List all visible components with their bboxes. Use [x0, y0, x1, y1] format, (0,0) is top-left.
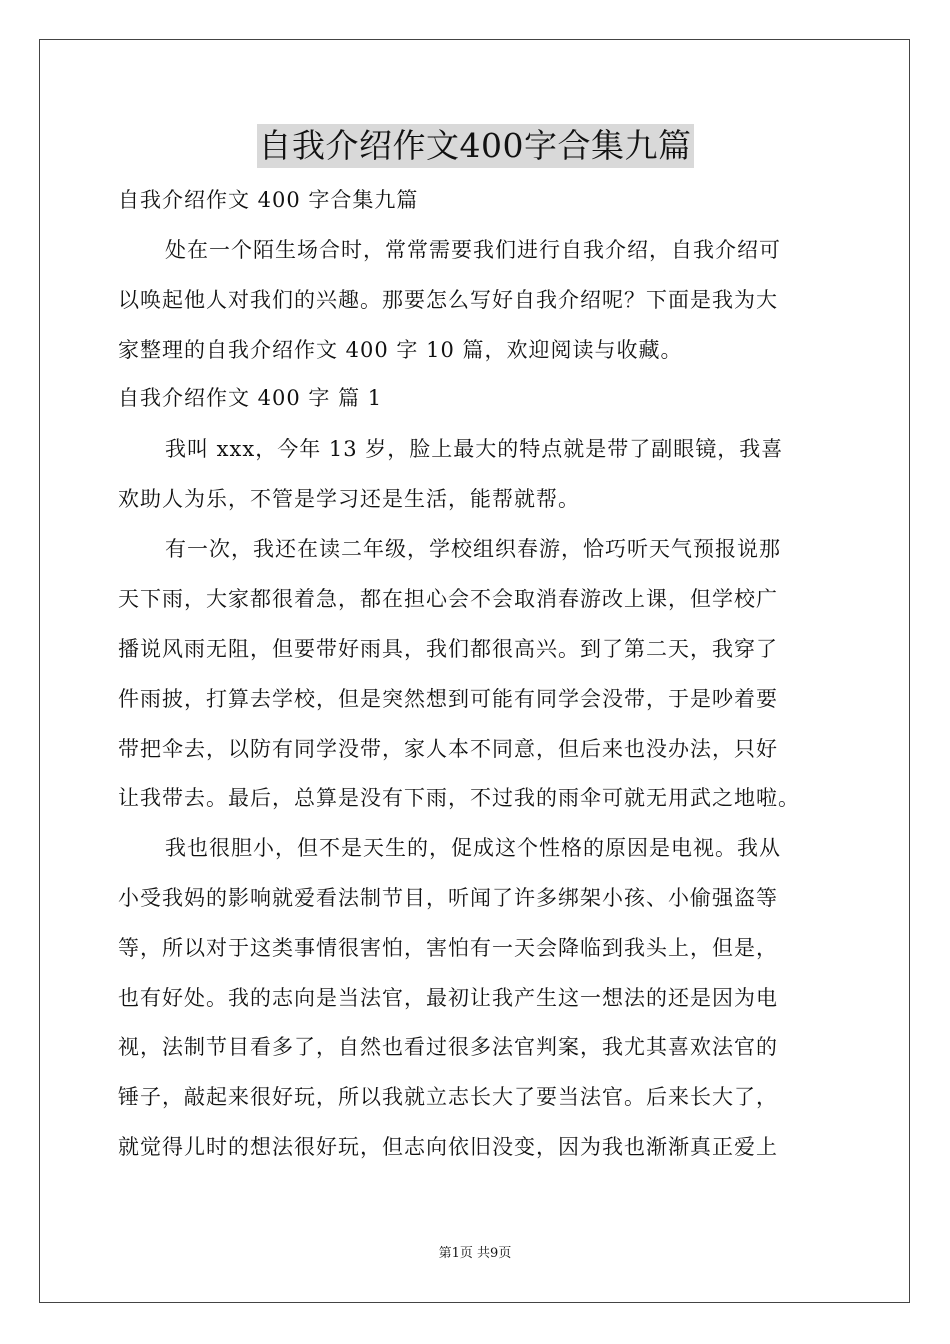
- page-number-footer: 第1页 共9页: [438, 1246, 512, 1261]
- paragraph-line: 件雨披，打算去学校，但是突然想到可能有同学会没带，于是吵着要: [118, 687, 778, 711]
- subtitle-line: 自我介绍作文 400 字合集九篇: [118, 188, 419, 212]
- page-border: [39, 39, 910, 1303]
- paragraph-line: 也有好处。我的志向是当法官，最初让我产生这一想法的还是因为电: [118, 986, 778, 1010]
- paragraph-line: 我叫 xxx，今年 13 岁，脸上最大的特点就是带了副眼镜，我喜: [165, 437, 784, 461]
- paragraph-line: 小受我妈的影响就爱看法制节目，听闻了许多绑架小孩、小偷强盗等: [118, 886, 778, 910]
- title-container: [0, 124, 950, 168]
- paragraph-line: 带把伞去，以防有同学没带，家人本不同意，但后来也没办法，只好: [118, 737, 778, 761]
- paragraph-line: 就觉得儿时的想法很好玩，但志向依旧没变，因为我也渐渐真正爱上: [118, 1135, 778, 1159]
- paragraph-line: 等，所以对于这类事情很害怕，害怕有一天会降临到我头上，但是，: [118, 936, 778, 960]
- paragraph-line: 视，法制节目看多了，自然也看过很多法官判案，我尤其喜欢法官的: [118, 1035, 778, 1059]
- paragraph-line: 欢助人为乐，不管是学习还是生活，能帮就帮。: [118, 487, 580, 511]
- document-title: 自我介绍作文400字合集九篇: [257, 124, 694, 168]
- paragraph-line: 我也很胆小，但不是天生的，促成这个性格的原因是电视。我从: [165, 836, 781, 860]
- paragraph-line: 处在一个陌生场合时，常常需要我们进行自我介绍，自我介绍可: [165, 238, 781, 262]
- paragraph-line: 有一次，我还在读二年级，学校组织春游，恰巧听天气预报说那: [165, 537, 781, 561]
- section-heading: 自我介绍作文 400 字 篇 1: [118, 386, 383, 410]
- paragraph-line: 以唤起他人对我们的兴趣。那要怎么写好自我介绍呢？下面是我为大: [118, 288, 778, 312]
- paragraph-line: 天下雨，大家都很着急，都在担心会不会取消春游改上课，但学校广: [118, 587, 778, 611]
- paragraph-line: 家整理的自我介绍作文 400 字 10 篇，欢迎阅读与收藏。: [118, 338, 683, 362]
- paragraph-line: 播说风雨无阻，但要带好雨具，我们都很高兴。到了第二天，我穿了: [118, 637, 778, 661]
- paragraph-line: 让我带去。最后，总算是没有下雨，不过我的雨伞可就无用武之地啦。: [118, 786, 800, 810]
- paragraph-line: 锤子，敲起来很好玩，所以我就立志长大了要当法官。后来长大了，: [118, 1085, 778, 1109]
